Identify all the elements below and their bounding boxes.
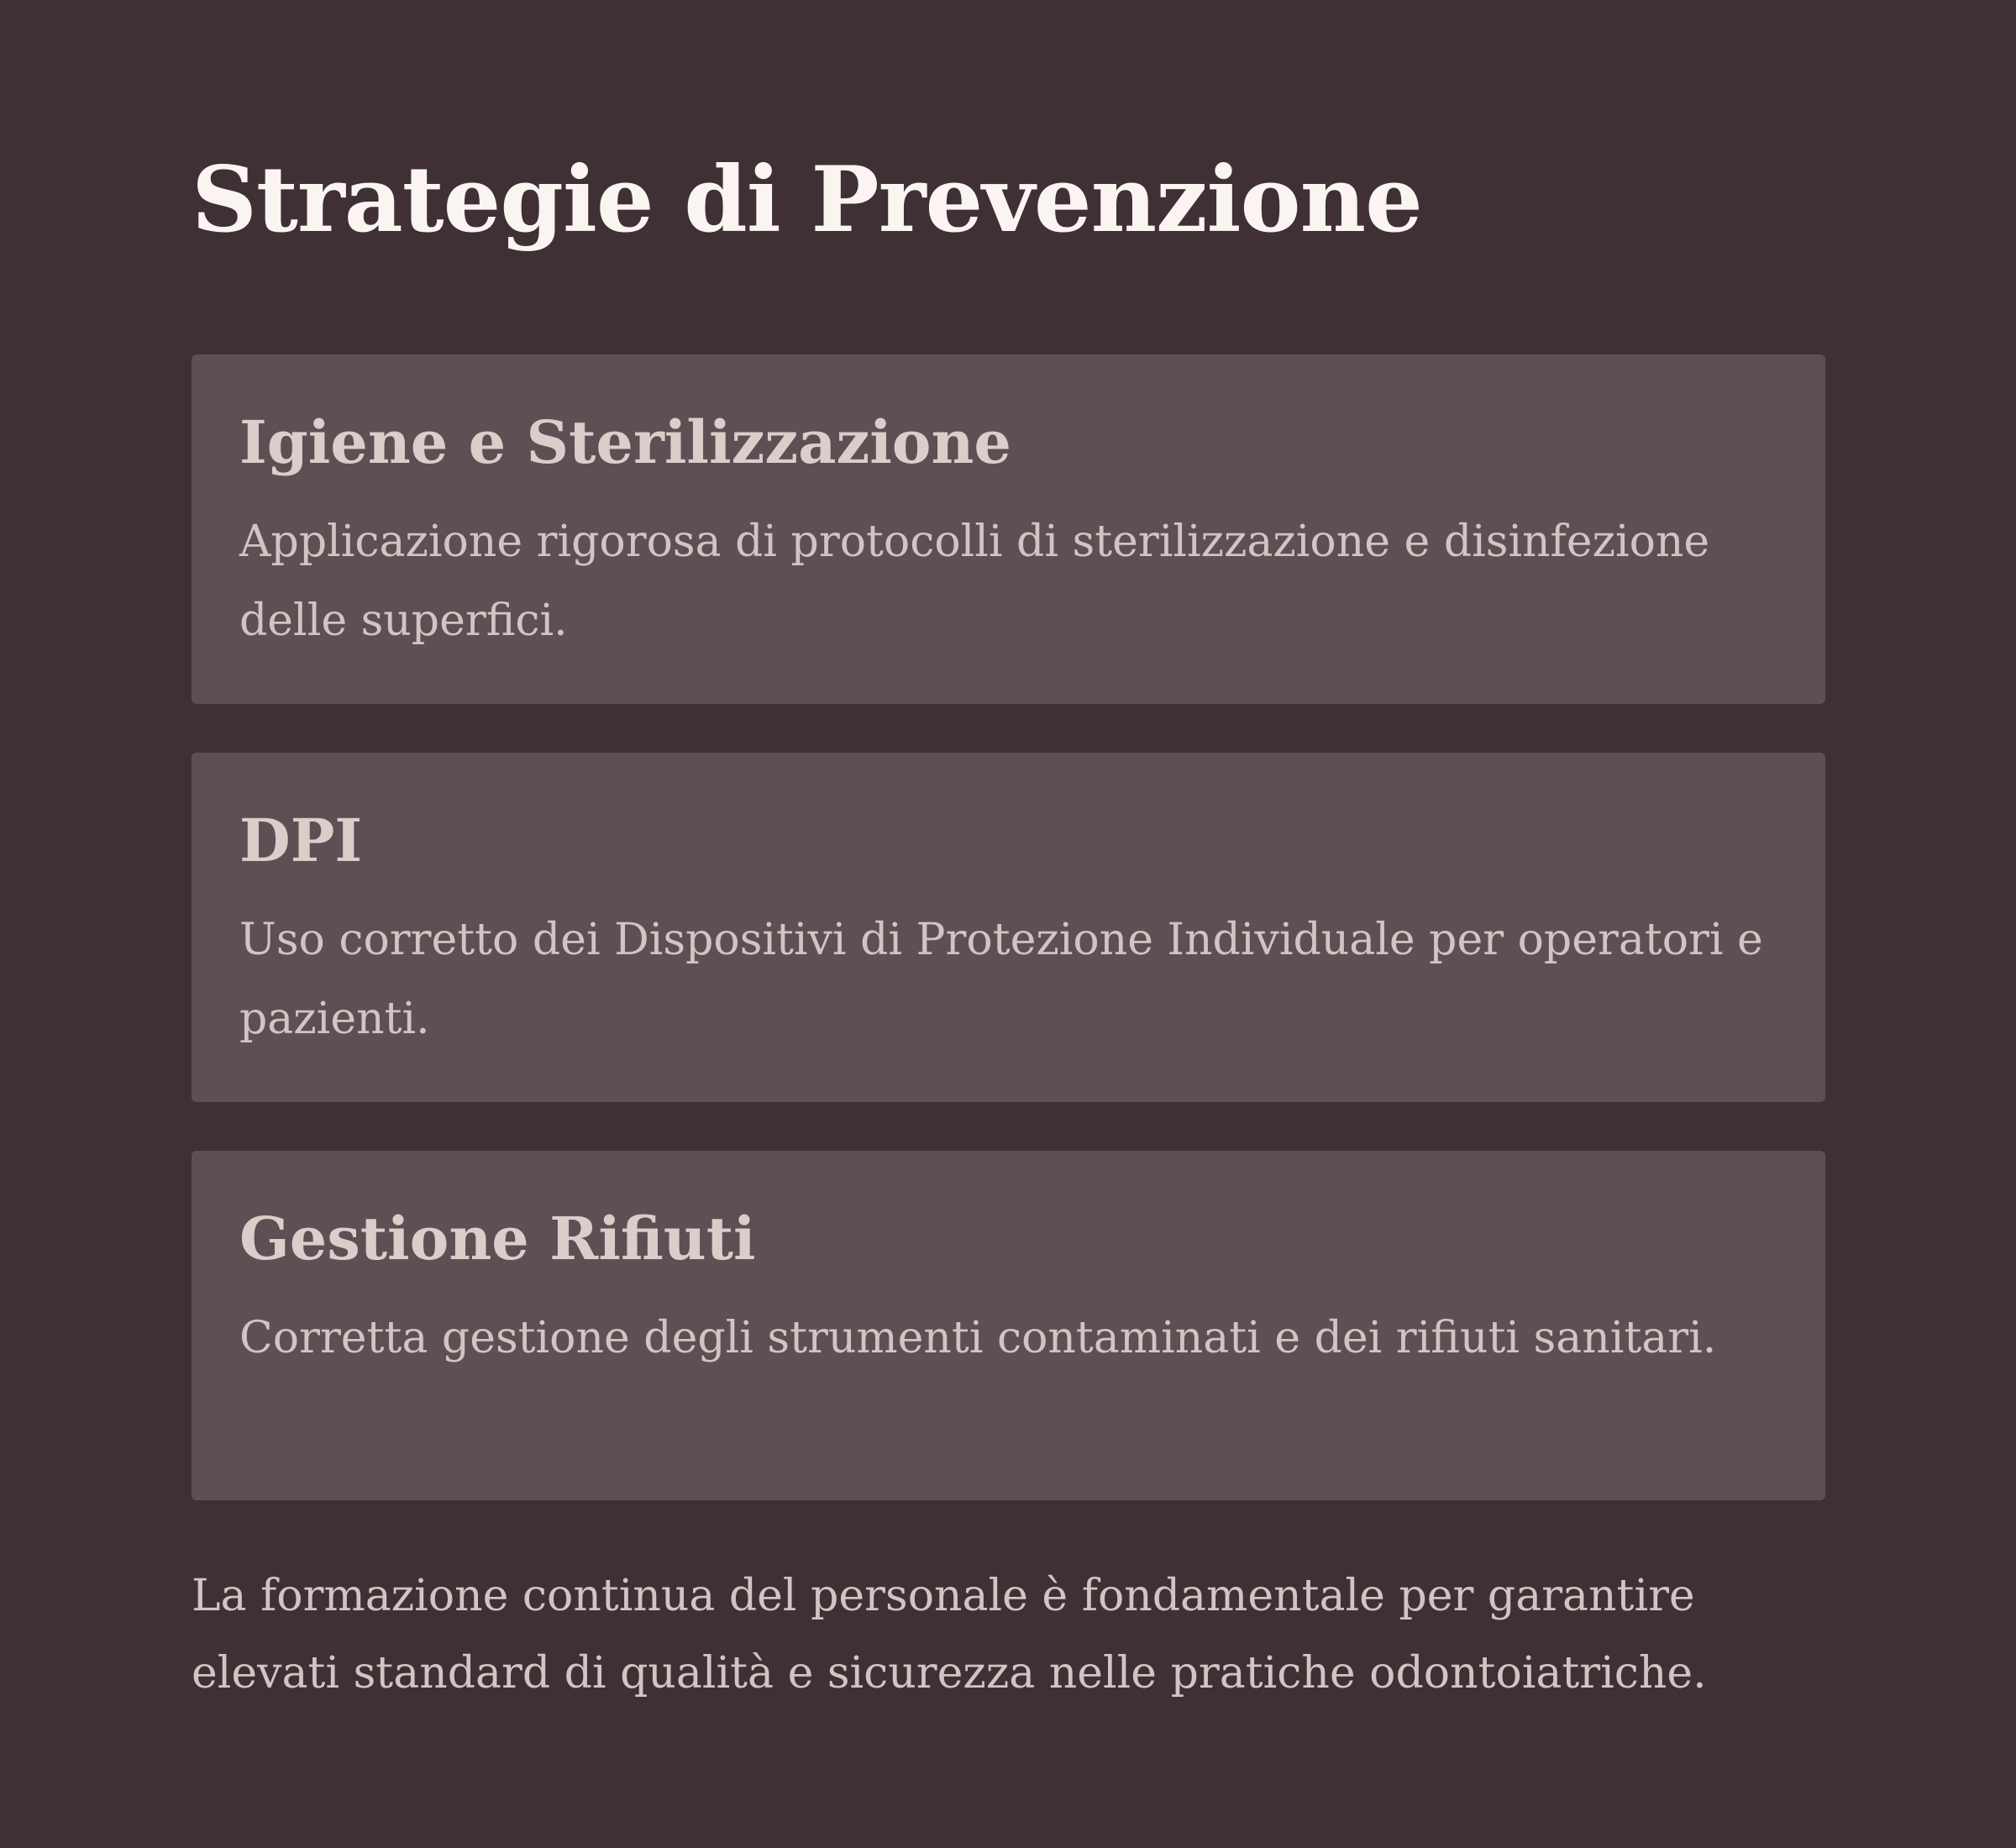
card-dpi — [192, 753, 1825, 1102]
card-description: Applicazione rigorosa di protocolli di sterilizzazione e disinfezione delle superfici. — [239, 517, 1710, 646]
card-title: Gestione Rifiuti — [239, 1204, 756, 1273]
prevention-cards — [192, 354, 1825, 1500]
footer-paragraph: La formazione continua del personale è fondamentale per garantire elevati standard di qualità e sicurezza nelle pratiche odontoiatriche. — [192, 1571, 1707, 1698]
card-hygiene-sterilization — [192, 354, 1825, 704]
page-title: Strategie di Prevenzione — [192, 147, 1422, 253]
card-title: DPI — [239, 806, 363, 875]
card-title: Igiene e Sterilizzazione — [239, 407, 1011, 477]
card-description: Uso corretto dei Dispositivi di Protezione Individuale per operatori e pazienti. — [239, 915, 1763, 1044]
card-waste-management — [192, 1151, 1825, 1500]
card-description: Corretta gestione degli strumenti contaminati e dei rifiuti sanitari. — [239, 1313, 1717, 1363]
